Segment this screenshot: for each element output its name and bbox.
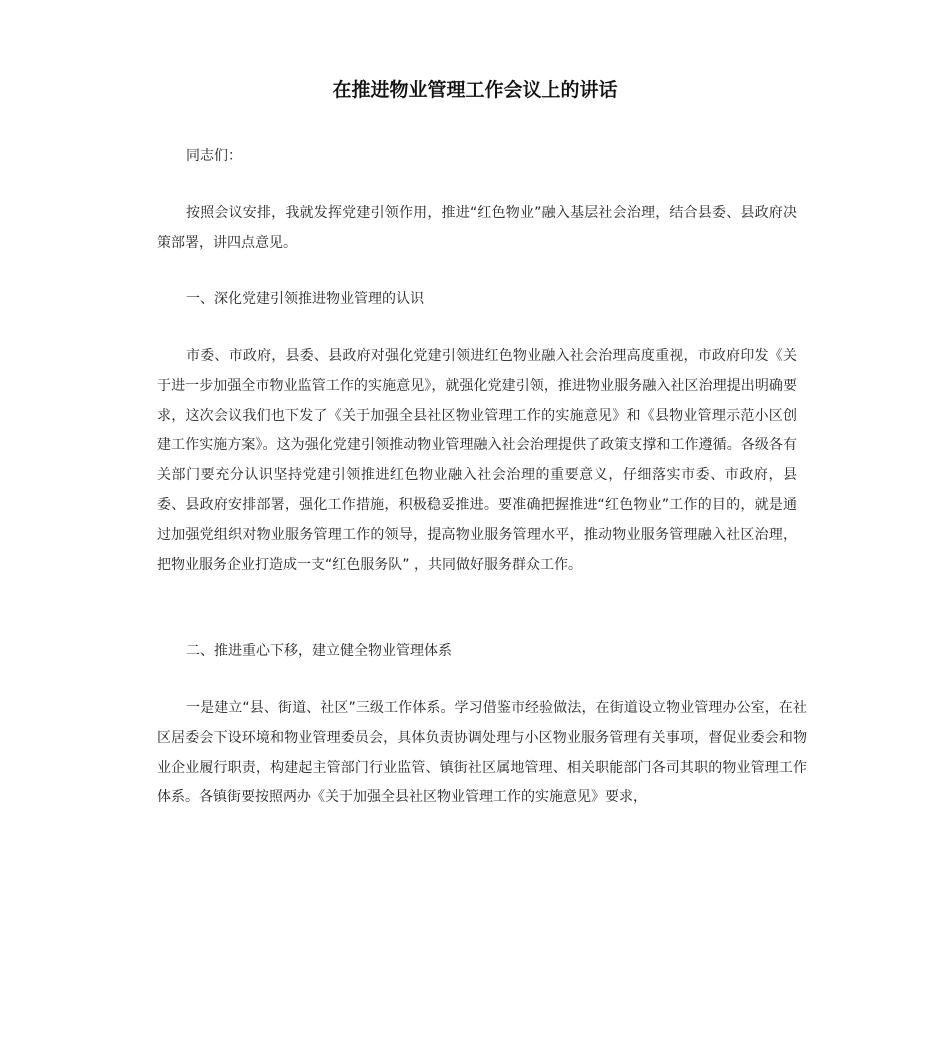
section-2-heading: 二、推进重心下移，建立健全物业管理体系	[186, 643, 452, 659]
section-1-body: 市委、市政府，县委、县政府对强化党建引领进红色物业融入社会治理高度重视，市政府印发《关于进一步加强全市物业监管工作的实施意见》，就强化党建引领，推进物业服务融入社区治理提出明确要求，这次会议我们也下发了《关于加强全县社区物业管理工作的实施意见》和《县物业管理示范小区创建工作实施方案》。这为强化党建引领推动物业管理融入社会治理提供了政策支撑和工作遵循。各级各有关部门要充分认识坚持党建引领推进红色物业融入社会治理的重要意义，仔细落实市委、市政府，县委、县政府安排部署，强化工作措施，积极稳妥推进。要准确把握推进“红色物业”工作的目的，就是通过加强党组织对物业服务管理工作的领导，提高物业服务管理水平，推动物业服务管理融入社区治理，把物业服务企业打造成一支“红色服务队” ，共同做好服务群众工作。	[157, 348, 797, 573]
section-1-heading: 一、深化党建引领推进物业管理的认识	[186, 291, 424, 307]
section-2-body: 一是建立“县、街道、社区”三级工作体系。学习借鉴市经验做法，在街道设立物业管理办公室，在社区居委会下设环境和物业管理委员会，具体负责协调处理与小区物业服务管理有关事项，督促业委会和物业企业履行职责，构建起主管部门行业监管、镇街社区属地管理、相关职能部门各司其职的物业管理工作体系。各镇街要按照两办《关于加强全县社区物业管理工作的实施意见》要求，	[157, 700, 807, 806]
document-title: 在推进物业管理工作会议上的讲话	[332, 79, 618, 101]
intro-paragraph: 按照会议安排，我就发挥党建引领作用，推进“红色物业”融入基层社会治理，结合县委、县政府决策部署，讲四点意见。	[157, 205, 797, 251]
salutation: 同志们：	[186, 148, 242, 164]
